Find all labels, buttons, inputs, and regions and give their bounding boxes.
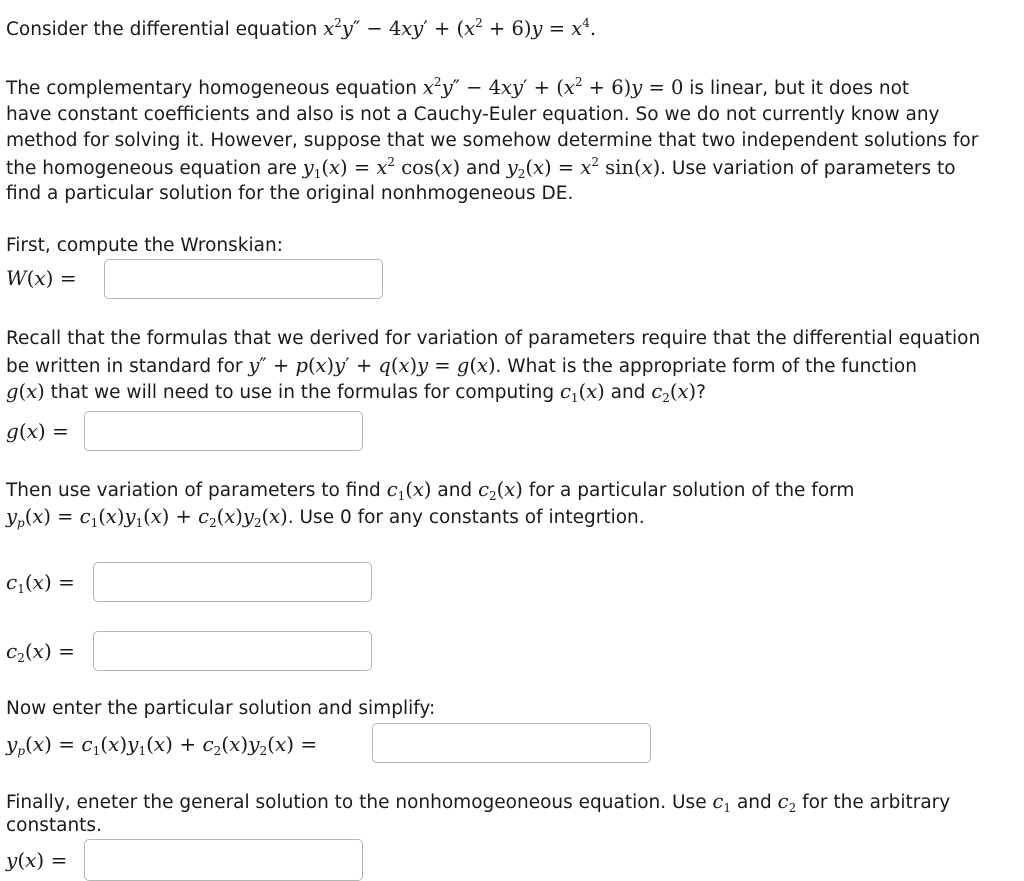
homogeneous-text: have constant coefficients and also is not a Cauchy-Euler equation. So we do not currently know any bbox=[6, 103, 940, 125]
c1-constant-symbol: $c_1$ bbox=[712, 790, 732, 815]
c2-symbol: $c_2(x)$ bbox=[651, 380, 697, 405]
particular-form-equation: $y_p(x) = c_1(x)y_1(x) + c_2(x)y_2(x)$ bbox=[6, 504, 288, 530]
particular-label: $y_p(x) = c_1(x)y_1(x) + c_2(x)y_2(x)$ = bbox=[6, 732, 318, 758]
homogeneous-text: is linear, but it does not bbox=[689, 78, 910, 99]
g-input[interactable] bbox=[85, 412, 362, 450]
standard-form-equation: y″ + p(x)y′ + q(x)y = g(x) bbox=[248, 353, 496, 377]
wronskian-input[interactable] bbox=[105, 260, 382, 298]
c1-symbol: $c_1(x)$ bbox=[559, 380, 605, 405]
g-answer-box[interactable] bbox=[84, 411, 363, 451]
variation-text: for a particular solution of the form bbox=[528, 480, 855, 501]
differential-equation: $x^2y'' - 4xy' + (x^2 + 6)y = x^4$. bbox=[323, 16, 597, 40]
standard-form-text: and bbox=[610, 382, 646, 403]
homogeneous-text: The complementary homogeneous equation bbox=[6, 78, 418, 99]
homogeneous-text: . Use variation of parameters to bbox=[660, 157, 956, 179]
general-text: and bbox=[736, 792, 772, 813]
variation-paragraph bbox=[6, 477, 854, 530]
homogeneous-text: and bbox=[465, 157, 501, 179]
general-text: for the arbitrary bbox=[802, 792, 951, 813]
wronskian-label: W(x) = bbox=[6, 266, 77, 290]
particular-input[interactable] bbox=[373, 724, 650, 762]
variation-text: . Use 0 for any constants of integrtion. bbox=[287, 506, 645, 528]
general-input[interactable] bbox=[85, 840, 362, 880]
homogeneous-paragraph bbox=[6, 75, 978, 208]
c2-input[interactable] bbox=[94, 632, 371, 670]
homogeneous-text: method for solving it. However, suppose that we somehow determine that two independent solutions for bbox=[6, 130, 979, 151]
general-paragraph bbox=[6, 790, 950, 838]
general-text: Finally, eneter the general solution to the nonhomogeoneous equation. Use bbox=[6, 792, 707, 813]
wronskian-prompt: First, compute the Wronskian: bbox=[6, 235, 283, 256]
problem-statement bbox=[6, 16, 596, 44]
standard-form-paragraph bbox=[6, 326, 980, 406]
c1-label: $c_1(x)$ = bbox=[6, 570, 75, 596]
particular-prompt: Now enter the particular solution and simplify: bbox=[6, 698, 436, 719]
g-symbol: g(x) bbox=[6, 380, 45, 403]
homogeneous-text: the homogeneous equation are bbox=[6, 157, 297, 179]
general-label: y(x) = bbox=[6, 848, 68, 872]
standard-form-text: Recall that the formulas that we derived for variation of parameters require that the differential equation bbox=[6, 328, 981, 349]
standard-form-text: be written in standard for bbox=[6, 355, 243, 377]
c1-answer-box[interactable] bbox=[93, 562, 372, 602]
g-label: g(x) = bbox=[6, 419, 69, 443]
variation-text: Then use variation of parameters to find bbox=[6, 480, 381, 501]
homogeneous-text: find a particular solution for the original nonhmogeneous DE. bbox=[6, 183, 574, 204]
homogeneous-equation: $x^2y'' - 4xy' + (x^2 + 6)y = 0$ bbox=[422, 75, 684, 99]
c2-symbol: $c_2(x)$ bbox=[478, 478, 523, 503]
c2-constant-symbol: $c_2$ bbox=[777, 790, 797, 815]
standard-form-text: ? bbox=[696, 382, 706, 403]
c2-answer-box[interactable] bbox=[93, 631, 372, 671]
variation-text: and bbox=[437, 480, 473, 501]
standard-form-text: that we will need to use in the formulas for computing bbox=[50, 382, 555, 403]
general-answer-box[interactable] bbox=[84, 839, 363, 881]
intro-lead: Consider the differential equation bbox=[6, 19, 318, 40]
c1-input[interactable] bbox=[94, 563, 371, 601]
wronskian-answer-box[interactable] bbox=[104, 259, 383, 299]
general-text: constants. bbox=[6, 815, 102, 836]
c1-symbol: $c_1(x)$ bbox=[386, 478, 432, 503]
solution-y1: $y_1(x) = x^2$ cos(x) bbox=[302, 154, 461, 181]
c2-label: $c_2(x)$ = bbox=[6, 639, 75, 665]
particular-answer-box[interactable] bbox=[372, 723, 651, 763]
standard-form-text: . What is the appropriate form of the function bbox=[495, 355, 917, 377]
solution-y2: $y_2(x) = x^2$ sin(x) bbox=[506, 154, 661, 181]
